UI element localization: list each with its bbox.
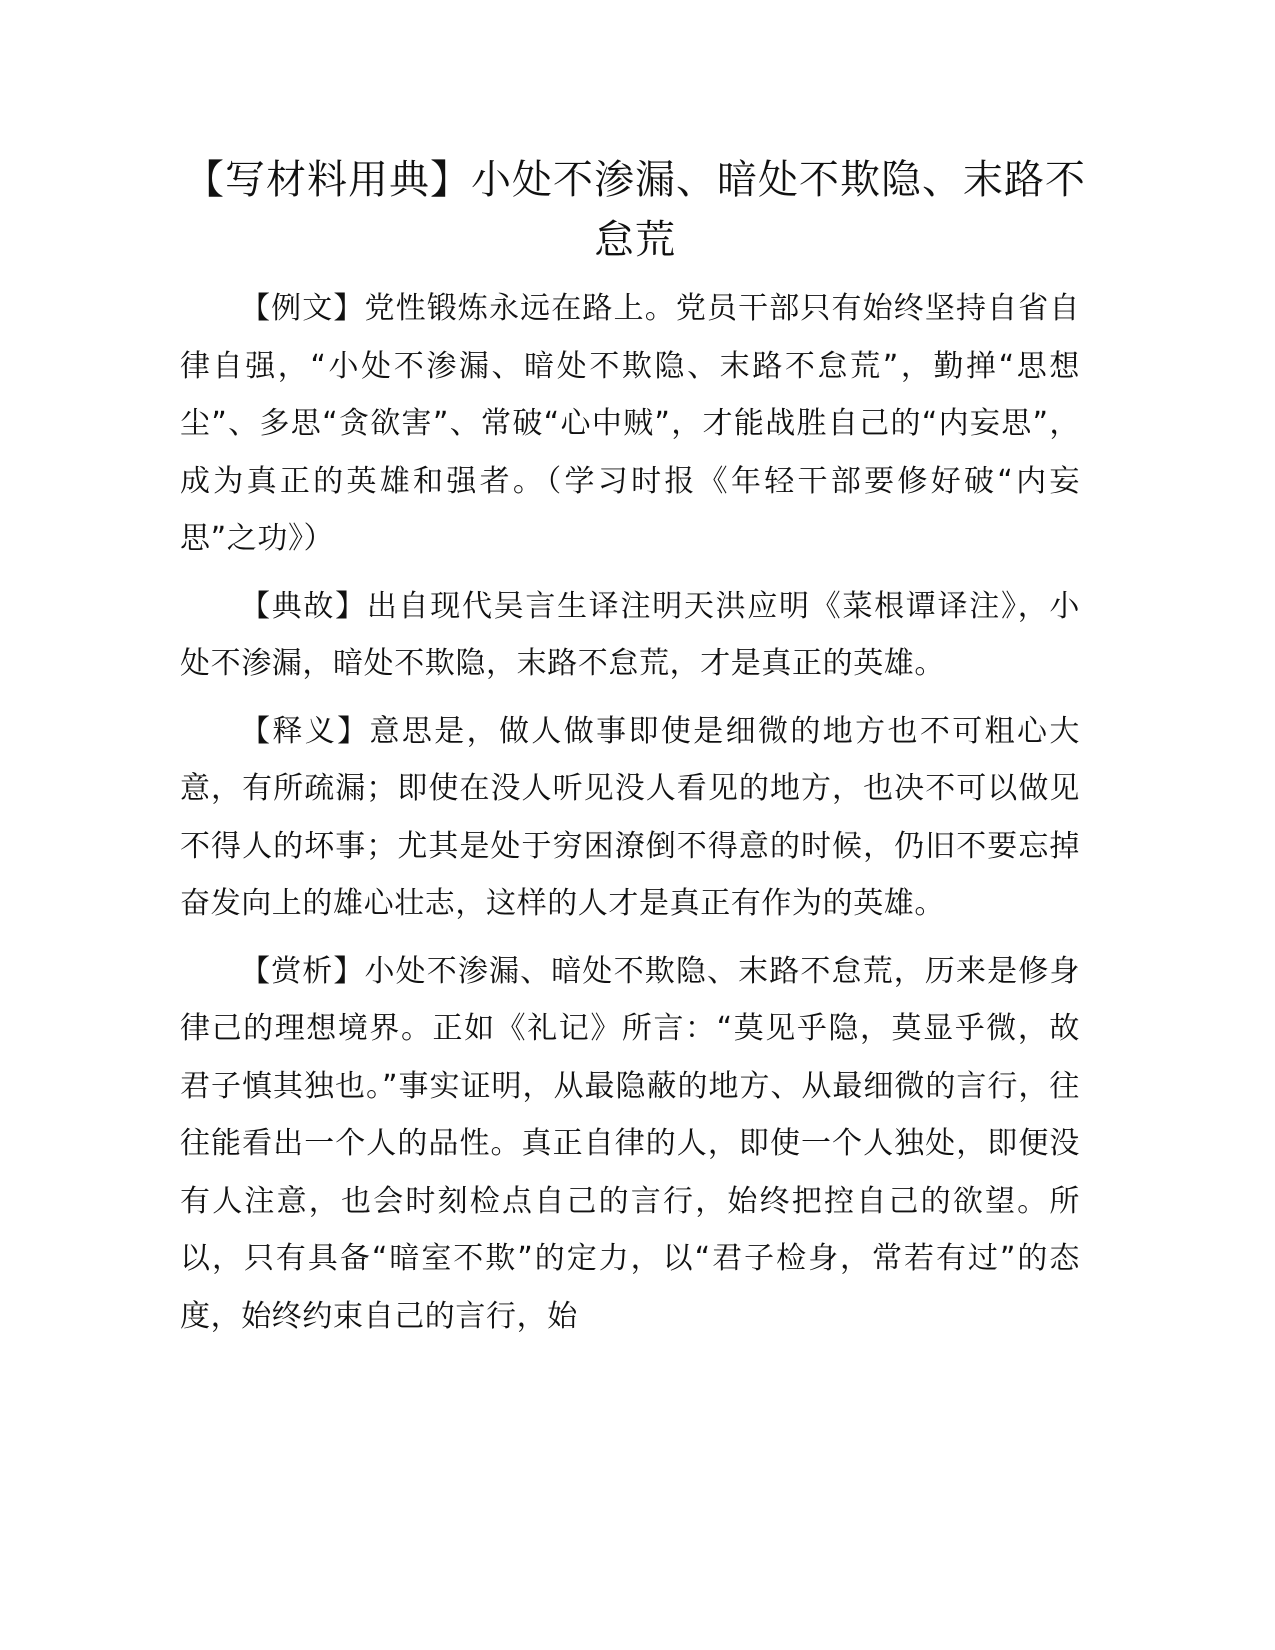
paragraph-allusion: 【典故】出自现代吴言生译注明天洪应明《菜根谭译注》，小处不渗漏，暗处不欺隐，末路不怠荒，才是真正的英雄。 [180, 588, 1080, 681]
paragraph-example: 【例文】党性锻炼永远在路上。党员干部只有始终坚持自省自律自强，“小处不渗漏、暗处不欺隐、末路不怠荒”，勤掸“思想尘”、多思“贪欲害”、常破“心中贼”，才能战胜自己的“内妄思”，成为真正的英雄和强者。（学习时报《年轻干部要修好破“内妄思”之功》） [180, 291, 1080, 556]
paragraph-meaning: 【释义】意思是，做人做事即使是细微的地方也不可粗心大意，有所疏漏；即使在没人听见没人看见的地方，也决不可以做见不得人的坏事；尤其是处于穷困潦倒不得意的时候，仍旧不要忘掉奋发向上的雄心壮志，这样的人才是真正有作为的英雄。 [180, 713, 1080, 921]
document-body [180, 280, 1080, 1355]
document-title: 【写材料用典】小处不渗漏、暗处不欺隐、末路不怠荒 [184, 157, 1086, 263]
paragraph-appreciation: 【赏析】小处不渗漏、暗处不欺隐、末路不怠荒，历来是修身律己的理想境界。正如《礼记》所言：“莫见乎隐，莫显乎微，故君子慎其独也。”事实证明，从最隐蔽的地方、从最细微的言行，往往能看出一个人的品性。真正自律的人，即使一个人独处，即便没有人注意，也会时刻检点自己的言行，始终把控自己的欲望。所以，只有具备“暗室不欺”的定力，以“君子检身，常若有过”的态度，始终约束自己的言行，始 [180, 953, 1080, 1334]
